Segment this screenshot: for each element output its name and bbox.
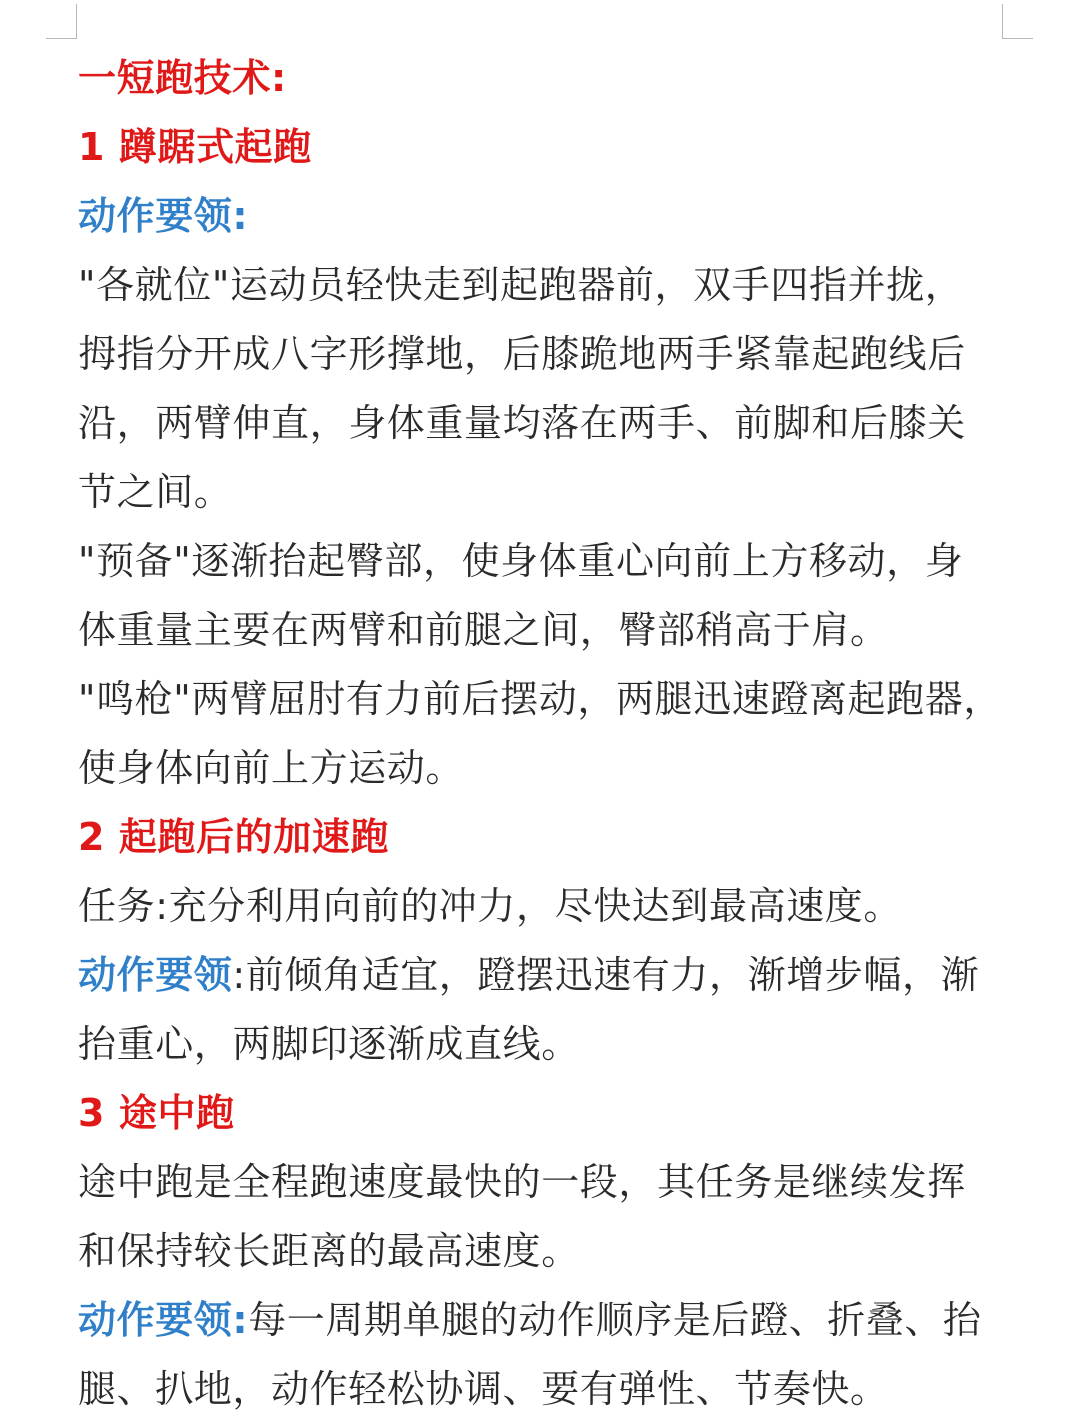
paragraph-line bbox=[78, 1286, 1013, 1355]
paragraph-line: 节之间。 bbox=[78, 470, 233, 514]
section-heading-crouch-start: 1 蹲踞式起跑 bbox=[78, 125, 312, 169]
paragraph-line: 拇指分开成八字形撑地，后膝跪地两手紧靠起跑线后 bbox=[78, 332, 966, 376]
paragraph-line: "鸣枪"两臂屈肘有力前后摆动，两腿迅速蹬离起跑器， bbox=[78, 677, 1002, 721]
essentials-text: :前倾角适宜，蹬摆迅速有力，渐增步幅，渐 bbox=[232, 953, 980, 997]
section-heading-acceleration: 2 起跑后的加速跑 bbox=[78, 815, 390, 859]
paragraph-line: 使身体向前上方运动。 bbox=[78, 746, 465, 790]
essentials-label: 动作要领: bbox=[78, 194, 249, 238]
page-corner-mark-left bbox=[46, 4, 77, 39]
paragraph-line: 体重量主要在两臂和前腿之间，臀部稍高于肩。 bbox=[78, 608, 889, 652]
section-heading-mid-run: 3 途中跑 bbox=[78, 1091, 235, 1135]
paragraph-line: "各就位"运动员轻快走到起跑器前，双手四指并拢， bbox=[78, 263, 964, 307]
page-corner-mark-right bbox=[1002, 4, 1033, 39]
document-content bbox=[78, 44, 1013, 1424]
document-title: 一短跑技术: bbox=[78, 56, 287, 100]
essentials-label: 动作要领 bbox=[78, 953, 233, 997]
essentials-text: 每一周期单腿的动作顺序是后蹬、折叠、抬 bbox=[248, 1298, 982, 1342]
paragraph-line: "预备"逐渐抬起臀部，使身体重心向前上方移动，身 bbox=[78, 539, 964, 583]
paragraph-line: 沿，两臂伸直，身体重量均落在两手、前脚和后膝关 bbox=[78, 401, 966, 445]
essentials-label: 动作要领: bbox=[78, 1298, 249, 1342]
paragraph-line bbox=[78, 941, 1013, 1010]
task-line: 任务:充分利用向前的冲力，尽快达到最高速度。 bbox=[78, 884, 903, 928]
paragraph-line: 抬重心，两脚印逐渐成直线。 bbox=[78, 1022, 580, 1066]
paragraph-line: 和保持较长距离的最高速度。 bbox=[78, 1229, 580, 1273]
paragraph-line: 腿、扒地，动作轻松协调、要有弹性、节奏快。 bbox=[78, 1367, 889, 1411]
paragraph-line: 途中跑是全程跑速度最快的一段，其任务是继续发挥 bbox=[78, 1160, 966, 1204]
